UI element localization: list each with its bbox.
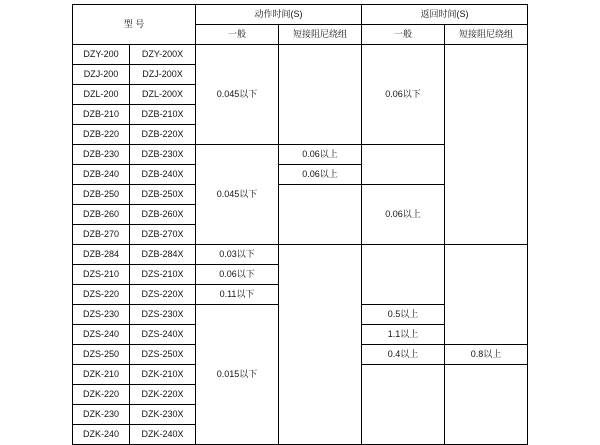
cell-return-general: 0.5以上 <box>362 305 445 325</box>
cell-return-general <box>362 365 445 445</box>
header-return-general: 一般 <box>362 25 445 45</box>
cell-model-b: DZB-270X <box>130 225 196 245</box>
cell-model-a: DZY-200 <box>73 45 130 65</box>
cell-model-b: DZJ-200X <box>130 65 196 85</box>
cell-return-general: 0.06以上 <box>362 185 445 245</box>
cell-return-damping: 0.8以上 <box>445 345 528 365</box>
cell-model-a: DZK-240 <box>73 425 130 445</box>
cell-return-general: 0.4以上 <box>362 345 445 365</box>
cell-model-b: DZS-230X <box>130 305 196 325</box>
header-return-damping: 短接阻尼绕组 <box>445 25 528 45</box>
cell-model-a: DZB-210 <box>73 105 130 125</box>
cell-model-a: DZB-230 <box>73 145 130 165</box>
cell-model-a: DZK-230 <box>73 405 130 425</box>
cell-return-general <box>362 245 445 305</box>
cell-model-b: DZK-210X <box>130 365 196 385</box>
cell-model-b: DZB-240X <box>130 165 196 185</box>
cell-model-b: DZK-230X <box>130 405 196 425</box>
cell-model-b: DZB-284X <box>130 245 196 265</box>
cell-action-damping: 0.06以上 <box>279 145 362 165</box>
cell-model-a: DZS-210 <box>73 265 130 285</box>
header-action-general: 一般 <box>196 25 279 45</box>
table-row <box>73 245 528 265</box>
cell-return-general: 1.1以上 <box>362 325 445 345</box>
cell-return-general <box>362 145 445 185</box>
cell-model-b: DZB-250X <box>130 185 196 205</box>
cell-model-a: DZB-220 <box>73 125 130 145</box>
cell-return-damping <box>445 245 528 345</box>
cell-model-b: DZK-240X <box>130 425 196 445</box>
cell-model-b: DZB-210X <box>130 105 196 125</box>
cell-model-a: DZB-250 <box>73 185 130 205</box>
cell-action-general: 0.03以下 <box>196 245 279 265</box>
cell-model-a: DZB-284 <box>73 245 130 265</box>
cell-model-b: DZS-220X <box>130 285 196 305</box>
cell-model-a: DZB-260 <box>73 205 130 225</box>
cell-model-a: DZS-230 <box>73 305 130 325</box>
cell-action-damping <box>279 45 362 145</box>
cell-model-a: DZS-250 <box>73 345 130 365</box>
cell-return-damping <box>445 45 528 245</box>
cell-model-a: DZJ-200 <box>73 65 130 85</box>
cell-return-general: 0.06以下 <box>362 45 445 145</box>
cell-action-general: 0.045以下 <box>196 145 279 245</box>
cell-action-general: 0.045以下 <box>196 45 279 145</box>
header-action-damping: 短接阻尼绕组 <box>279 25 362 45</box>
cell-model-b: DZK-220X <box>130 385 196 405</box>
cell-action-general: 0.11以下 <box>196 285 279 305</box>
cell-action-general: 0.06以下 <box>196 265 279 285</box>
cell-model-b: DZY-200X <box>130 45 196 65</box>
cell-action-general: 0.015以下 <box>196 305 279 445</box>
cell-model-a: DZS-240 <box>73 325 130 345</box>
cell-model-b: DZB-220X <box>130 125 196 145</box>
cell-model-b: DZS-240X <box>130 325 196 345</box>
cell-model-a: DZB-240 <box>73 165 130 185</box>
table-header-row-group <box>73 5 528 25</box>
table-row <box>73 45 528 65</box>
header-action-time: 动作时间(S) <box>196 5 362 25</box>
cell-model-a: DZS-220 <box>73 285 130 305</box>
cell-model-a: DZK-210 <box>73 365 130 385</box>
cell-action-damping: 0.06以上 <box>279 165 362 185</box>
cell-model-a: DZK-220 <box>73 385 130 405</box>
cell-model-a: DZL-200 <box>73 85 130 105</box>
relay-timing-table <box>72 4 528 445</box>
cell-model-a: DZB-270 <box>73 225 130 245</box>
header-return-time: 返回时间(S) <box>362 5 528 25</box>
cell-model-b: DZL-200X <box>130 85 196 105</box>
cell-model-b: DZB-230X <box>130 145 196 165</box>
cell-model-b: DZS-250X <box>130 345 196 365</box>
header-model: 型 号 <box>73 5 196 45</box>
cell-model-b: DZB-260X <box>130 205 196 225</box>
cell-return-damping <box>445 365 528 445</box>
cell-action-damping <box>279 245 362 445</box>
cell-model-b: DZS-210X <box>130 265 196 285</box>
cell-action-damping <box>279 185 362 245</box>
